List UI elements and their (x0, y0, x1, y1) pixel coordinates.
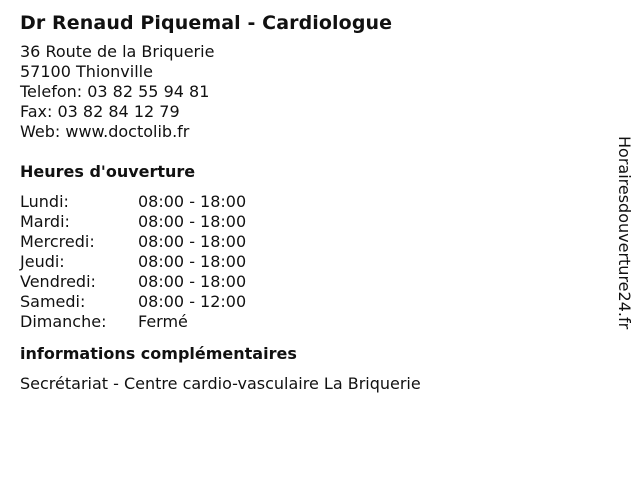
time-value: 08:00 - 18:00 (138, 212, 247, 231)
web-line: Web: www.doctolib.fr (20, 122, 190, 141)
hours-row (20, 292, 246, 312)
hours-row (20, 252, 246, 272)
additional-info-heading: informations complémentaires (20, 344, 297, 363)
page-title: Dr Renaud Piquemal - Cardiologue (20, 12, 393, 34)
address-line-1: 36 Route de la Briquerie (20, 42, 215, 61)
time-value: 08:00 - 12:00 (138, 292, 247, 311)
day-label: Lundi: (20, 192, 69, 211)
day-label: Dimanche: (20, 312, 107, 331)
opening-hours-table (20, 192, 246, 332)
address-line-2: 57100 Thionville (20, 62, 153, 81)
hours-row (20, 312, 246, 332)
phone-line: Telefon: 03 82 55 94 81 (20, 82, 210, 101)
hours-row (20, 232, 246, 252)
time-value: 08:00 - 18:00 (138, 252, 247, 271)
fax-line: Fax: 03 82 84 12 79 (20, 102, 180, 121)
business-card (20, 10, 590, 394)
day-label: Jeudi: (20, 252, 65, 271)
hours-row (20, 272, 246, 292)
hours-row (20, 212, 246, 232)
day-label: Mercredi: (20, 232, 95, 251)
contact-block (20, 42, 590, 142)
day-label: Vendredi: (20, 272, 96, 291)
time-value: 08:00 - 18:00 (138, 272, 247, 291)
time-value: 08:00 - 18:00 (138, 232, 247, 251)
day-label: Mardi: (20, 212, 70, 231)
day-label: Samedi: (20, 292, 86, 311)
time-value: 08:00 - 18:00 (138, 192, 247, 211)
site-watermark: Horairesdouverture24.fr (615, 136, 634, 330)
additional-info-text: Secrétariat - Centre cardio-vasculaire La Briquerie (20, 374, 421, 393)
opening-hours-heading: Heures d'ouverture (20, 162, 196, 181)
time-value: Fermé (138, 312, 188, 331)
hours-row (20, 192, 246, 212)
